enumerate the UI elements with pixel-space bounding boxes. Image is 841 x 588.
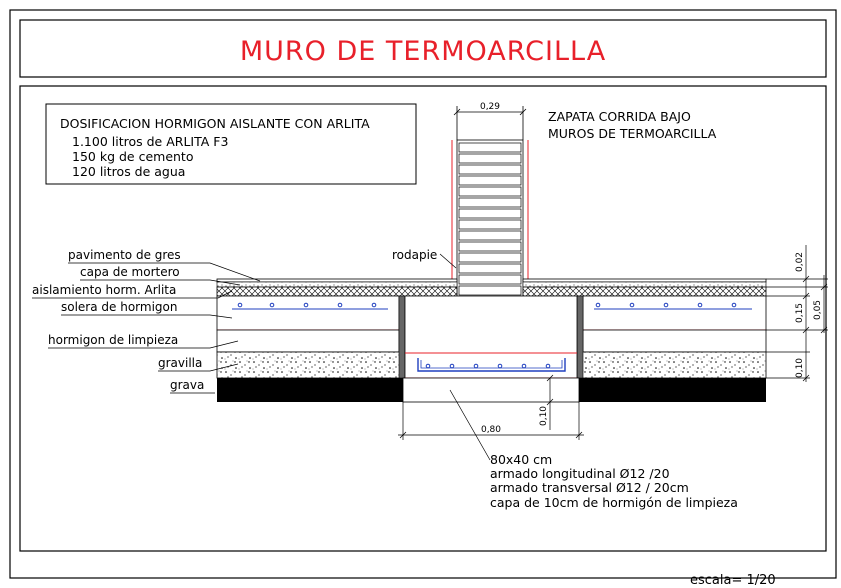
rebar-dot (474, 364, 478, 368)
footing-note: armado longitudinal Ø12 /20 (490, 466, 670, 481)
dosificacion-line: 150 kg de cemento (72, 149, 194, 164)
rebar-dot (630, 303, 634, 307)
grava-layer (217, 378, 403, 402)
label-gravilla: gravilla (158, 356, 203, 370)
rebar-dot (238, 303, 242, 307)
termoarcilla-wall (452, 140, 528, 298)
rebar-dot (270, 303, 274, 307)
footing-depth-dim: 0,10 (539, 405, 549, 427)
footing (399, 296, 583, 402)
dosificacion-heading: DOSIFICACION HORMIGON AISLANTE CON ARLITA (60, 116, 370, 131)
label-limpieza: hormigon de limpieza (48, 333, 179, 347)
rebar-dot (732, 303, 736, 307)
rebar-dot (338, 303, 342, 307)
brick (459, 143, 521, 152)
dim-002: 0,02 (795, 251, 805, 273)
label-aislamiento: aislamiento horm. Arlita (32, 283, 177, 297)
brick (459, 231, 521, 240)
brick (459, 154, 521, 163)
rebar-dot (304, 303, 308, 307)
rebar-dot (522, 364, 526, 368)
rebar-dot (450, 364, 454, 368)
rebar-dot (426, 364, 430, 368)
footing-note: armado transversal Ø12 / 20cm (490, 480, 689, 495)
page-title: MURO DE TERMOARCILLA (239, 36, 607, 67)
brick (459, 198, 521, 207)
rebar-dot (546, 364, 550, 368)
label-rodapie: rodapie (392, 248, 438, 262)
rebar-dot (596, 303, 600, 307)
footing-limpieza (403, 378, 579, 402)
footing-note: 80x40 cm (490, 452, 553, 467)
brick (459, 253, 521, 262)
dosificacion-line: 1.100 litros de ARLITA F3 (72, 134, 229, 149)
grava-layer (579, 378, 766, 402)
brick (459, 220, 521, 229)
brick (459, 286, 521, 295)
rebar-dot (664, 303, 668, 307)
label-pavimento: pavimento de gres (68, 248, 181, 262)
zapata-title: MUROS DE TERMOARCILLA (548, 126, 717, 141)
brick (459, 242, 521, 251)
dosificacion-line: 120 litros de agua (72, 164, 186, 179)
footing-width-dim: 0,80 (480, 425, 502, 435)
rebar-dot (372, 303, 376, 307)
zapata-title: ZAPATA CORRIDA BAJO (548, 109, 691, 124)
scale-label: escala= 1/20 (690, 573, 776, 588)
label-mortero: capa de mortero (80, 265, 180, 279)
footing-note: capa de 10cm de hormigón de limpieza (490, 495, 738, 510)
label-grava: grava (170, 378, 205, 392)
brick (459, 209, 521, 218)
brick (459, 187, 521, 196)
dim-010: 0,10 (795, 357, 805, 379)
rebar-dot (498, 364, 502, 368)
brick (459, 275, 521, 284)
dim-015: 0,15 (795, 302, 805, 324)
brick (459, 165, 521, 174)
brick (459, 264, 521, 273)
label-solera: solera de hormigon (61, 300, 178, 314)
wall-width-dim: 0,29 (479, 102, 501, 112)
brick (459, 176, 521, 185)
rebar-dot (698, 303, 702, 307)
dim-005: 0,05 (813, 299, 823, 321)
